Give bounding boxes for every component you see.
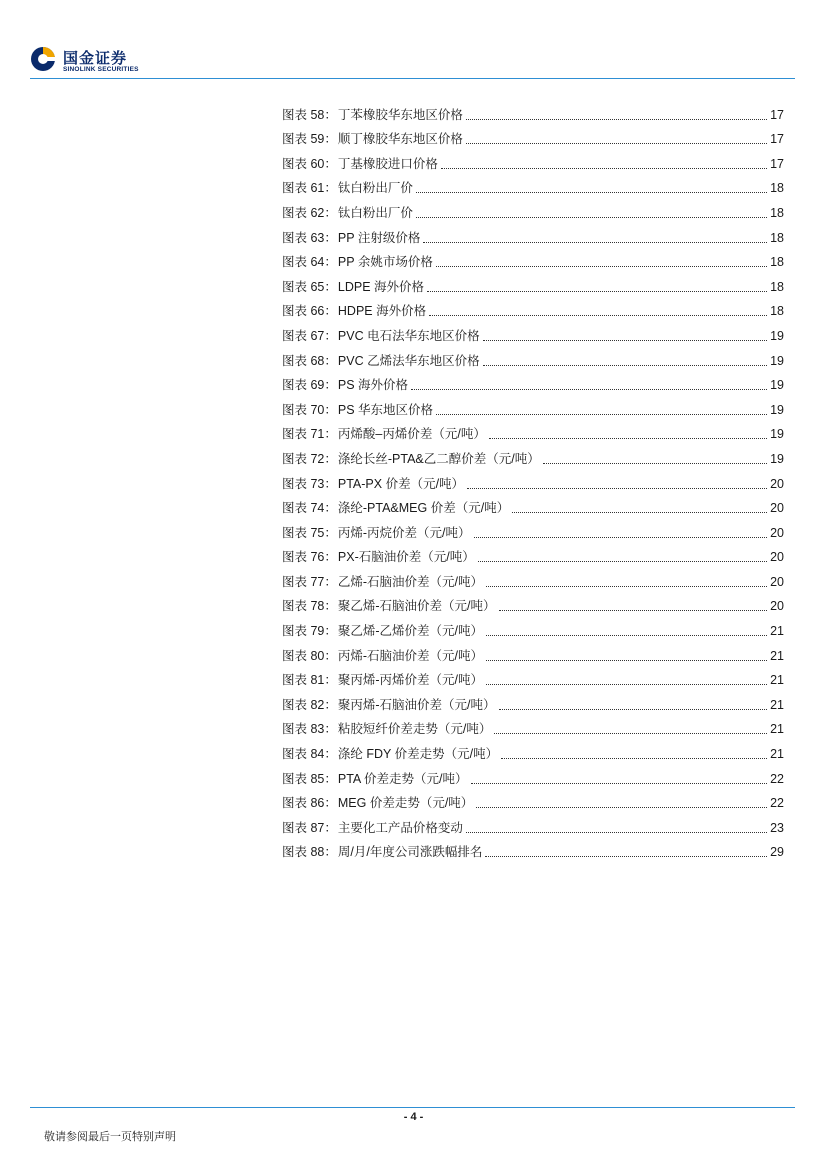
- header-divider: [30, 78, 795, 79]
- toc-entry-text: 丙烯酸–丙烯价差（元/吨）: [337, 427, 486, 442]
- toc-entry-page: 20: [770, 476, 784, 491]
- toc-entry-page: 23: [770, 820, 784, 835]
- toc-entry-label: 图表 66：: [282, 304, 337, 319]
- toc-dot-leader: [436, 266, 767, 267]
- toc-entry[interactable]: [282, 247, 784, 272]
- toc-dot-leader: [427, 291, 767, 292]
- toc-entry-text: 聚乙烯-乙烯价差（元/吨）: [337, 624, 484, 639]
- toc-entry-label: 图表 64：: [282, 255, 337, 270]
- toc-entry-title: [282, 253, 433, 271]
- toc-entry-page: 20: [770, 501, 784, 516]
- toc-entry-text: 钛白粉出厂价: [337, 181, 413, 196]
- toc-entry-page: 21: [770, 624, 784, 639]
- toc-entry-title: [282, 155, 438, 173]
- toc-entry[interactable]: [282, 370, 784, 395]
- toc-entry-label: 图表 73：: [282, 476, 337, 491]
- toc-entry-title: [282, 106, 463, 124]
- toc-entry-page: 29: [770, 845, 784, 860]
- toc-entry-text: PP 余姚市场价格: [337, 255, 433, 270]
- toc-entry-label: 图表 76：: [282, 550, 337, 565]
- toc-entry-page: 21: [770, 697, 784, 712]
- toc-dot-leader: [441, 168, 767, 169]
- toc-entry[interactable]: [282, 124, 784, 149]
- toc-entry-page: 17: [770, 107, 784, 122]
- toc-entry-label: 图表 83：: [282, 722, 337, 737]
- toc-entry-text: 丙烯-石脑油价差（元/吨）: [337, 648, 484, 663]
- toc-entry-page: 18: [770, 205, 784, 220]
- toc-entry-text: PX-石脑油价差（元/吨）: [337, 550, 475, 565]
- toc-entry-page: 19: [770, 353, 784, 368]
- toc-entry-text: PS 海外价格: [337, 378, 409, 393]
- toc-entry-title: [282, 745, 498, 763]
- toc-entry-page: 18: [770, 304, 784, 319]
- toc-dot-leader: [471, 783, 768, 784]
- toc-entry-label: 图表 67：: [282, 328, 337, 343]
- toc-dot-leader: [485, 856, 767, 857]
- toc-entry-page: 19: [770, 402, 784, 417]
- toc-entry-title: [282, 229, 420, 247]
- toc-entry-title: [282, 327, 480, 345]
- toc-entry-label: 图表 68：: [282, 353, 337, 368]
- toc-entry[interactable]: [282, 173, 784, 198]
- toc-entry-text: 乙烯-石脑油价差（元/吨）: [337, 574, 484, 589]
- toc-entry[interactable]: [282, 468, 784, 493]
- toc-entry[interactable]: [282, 566, 784, 591]
- figure-list: [282, 99, 784, 861]
- toc-entry-label: 图表 70：: [282, 402, 337, 417]
- toc-entry-label: 图表 80：: [282, 648, 337, 663]
- toc-entry[interactable]: [282, 296, 784, 321]
- toc-entry-text: 涤纶 FDY 价差走势（元/吨）: [337, 747, 499, 762]
- toc-entry-text: 主要化工产品价格变动: [337, 820, 463, 835]
- toc-entry[interactable]: [282, 320, 784, 345]
- toc-entry-page: 21: [770, 673, 784, 688]
- toc-entry-page: 18: [770, 279, 784, 294]
- toc-dot-leader: [416, 217, 767, 218]
- toc-entry-title: [282, 597, 496, 615]
- toc-entry[interactable]: [282, 271, 784, 296]
- toc-dot-leader: [467, 488, 767, 489]
- toc-entry-text: 聚乙烯-石脑油价差（元/吨）: [337, 599, 496, 614]
- toc-dot-leader: [501, 758, 767, 759]
- toc-dot-leader: [429, 315, 767, 316]
- toc-entry-label: 图表 72：: [282, 451, 337, 466]
- toc-entry-label: 图表 62：: [282, 205, 337, 220]
- toc-entry-title: [282, 352, 480, 370]
- toc-entry[interactable]: [282, 99, 784, 124]
- toc-entry[interactable]: [282, 812, 784, 837]
- toc-entry-text: LDPE 海外价格: [337, 279, 425, 294]
- sinolink-logo-icon: [30, 46, 56, 72]
- toc-dot-leader: [494, 733, 767, 734]
- toc-entry-label: 图表 61：: [282, 181, 337, 196]
- toc-dot-leader: [416, 192, 767, 193]
- toc-entry-page: 20: [770, 550, 784, 565]
- toc-entry-title: [282, 475, 464, 493]
- page-header: [0, 0, 827, 90]
- toc-entry[interactable]: [282, 394, 784, 419]
- toc-dot-leader: [466, 143, 767, 144]
- toc-entry-title: [282, 524, 471, 542]
- toc-entry-text: 钛白粉出厂价: [337, 205, 413, 220]
- toc-entry-label: 图表 65：: [282, 279, 337, 294]
- toc-entry[interactable]: [282, 788, 784, 813]
- toc-entry-label: 图表 74：: [282, 501, 337, 516]
- toc-entry-text: 顺丁橡胶华东地区价格: [337, 132, 463, 147]
- toc-entry[interactable]: [282, 615, 784, 640]
- toc-entry-label: 图表 60：: [282, 156, 337, 171]
- toc-entry[interactable]: [282, 665, 784, 690]
- toc-entry-page: 19: [770, 451, 784, 466]
- toc-entry-page: 21: [770, 747, 784, 762]
- toc-entry-page: 20: [770, 574, 784, 589]
- toc-entry-page: 22: [770, 771, 784, 786]
- toc-dot-leader: [474, 537, 768, 538]
- company-logo: [30, 44, 170, 78]
- toc-entry-title: [282, 179, 413, 197]
- footer-divider: [30, 1107, 795, 1108]
- toc-dot-leader: [512, 512, 767, 513]
- toc-entry-text: 丙烯-丙烷价差（元/吨）: [337, 525, 471, 540]
- toc-entry-title: [282, 647, 483, 665]
- toc-entry-label: 图表 58：: [282, 107, 337, 122]
- toc-entry-title: [282, 425, 486, 443]
- toc-entry-label: 图表 84：: [282, 747, 337, 762]
- toc-entry[interactable]: [282, 419, 784, 444]
- toc-entry-page: 19: [770, 378, 784, 393]
- toc-entry[interactable]: [282, 517, 784, 542]
- toc-entry-title: [282, 204, 413, 222]
- toc-entry-title: [282, 302, 426, 320]
- toc-entry-title: [282, 696, 496, 714]
- toc-entry-page: 18: [770, 230, 784, 245]
- toc-entry[interactable]: [282, 640, 784, 665]
- toc-entry-text: PS 华东地区价格: [337, 402, 434, 417]
- toc-dot-leader: [543, 463, 767, 464]
- toc-dot-leader: [499, 709, 768, 710]
- toc-entry-text: PTA 价差走势（元/吨）: [337, 771, 468, 786]
- toc-entry-label: 图表 81：: [282, 673, 337, 688]
- toc-entry[interactable]: [282, 493, 784, 518]
- toc-entry-text: PP 注射级价格: [337, 230, 421, 245]
- toc-dot-leader: [476, 807, 767, 808]
- toc-entry-page: 17: [770, 132, 784, 147]
- toc-entry-page: 20: [770, 599, 784, 614]
- toc-entry-text: 丁苯橡胶华东地区价格: [337, 107, 463, 122]
- toc-entry-text: MEG 价差走势（元/吨）: [337, 796, 474, 811]
- toc-entry-text: PVC 电石法华东地区价格: [337, 328, 480, 343]
- toc-entry-title: [282, 499, 509, 517]
- toc-entry-title: [282, 548, 475, 566]
- toc-entry-title: [282, 843, 482, 861]
- toc-entry-title: [282, 770, 468, 788]
- toc-entry-label: 图表 88：: [282, 845, 337, 860]
- toc-entry[interactable]: [282, 837, 784, 862]
- toc-dot-leader: [436, 414, 767, 415]
- toc-entry-text: PVC 乙烯法华东地区价格: [337, 353, 480, 368]
- toc-dot-leader: [466, 832, 767, 833]
- toc-entry-page: 19: [770, 328, 784, 343]
- toc-dot-leader: [411, 389, 767, 390]
- toc-entry-label: 图表 82：: [282, 697, 337, 712]
- toc-entry-text: 聚丙烯-丙烯价差（元/吨）: [337, 673, 484, 688]
- toc-dot-leader: [486, 684, 767, 685]
- toc-entry-page: 21: [770, 648, 784, 663]
- toc-entry[interactable]: [282, 689, 784, 714]
- toc-entry-title: [282, 720, 491, 738]
- toc-entry-title: [282, 450, 540, 468]
- toc-entry-label: 图表 63：: [282, 230, 337, 245]
- toc-entry-title: [282, 819, 463, 837]
- toc-entry-text: HDPE 海外价格: [337, 304, 427, 319]
- toc-entry-title: [282, 401, 433, 419]
- toc-entry[interactable]: [282, 197, 784, 222]
- toc-entry-title: [282, 671, 483, 689]
- toc-dot-leader: [486, 660, 767, 661]
- toc-entry-text: 周/月/年度公司涨跌幅排名: [337, 845, 483, 860]
- toc-entry-text: PTA-PX 价差（元/吨）: [337, 476, 465, 491]
- toc-dot-leader: [499, 610, 768, 611]
- toc-dot-leader: [423, 242, 767, 243]
- toc-entry-title: [282, 376, 408, 394]
- toc-dot-leader: [466, 119, 767, 120]
- toc-entry-label: 图表 79：: [282, 624, 337, 639]
- toc-entry-page: 18: [770, 181, 784, 196]
- toc-entry-label: 图表 85：: [282, 771, 337, 786]
- toc-entry-title: [282, 573, 483, 591]
- toc-entry-label: 图表 77：: [282, 574, 337, 589]
- toc-dot-leader: [486, 635, 767, 636]
- footer-disclaimer: 敬请参阅最后一页特别声明: [44, 1130, 176, 1143]
- toc-entry-label: 图表 78：: [282, 599, 337, 614]
- toc-dot-leader: [486, 586, 767, 587]
- toc-entry[interactable]: [282, 443, 784, 468]
- toc-entry[interactable]: [282, 345, 784, 370]
- toc-entry-page: 21: [770, 722, 784, 737]
- toc-entry-label: 图表 87：: [282, 820, 337, 835]
- logo-text-cn: 国金证券: [63, 49, 128, 67]
- toc-dot-leader: [478, 561, 767, 562]
- toc-entry-page: 17: [770, 156, 784, 171]
- toc-entry-page: 18: [770, 255, 784, 270]
- toc-entry-text: 涤纶长丝-PTA&乙二醇价差（元/吨）: [337, 451, 540, 466]
- toc-entry-label: 图表 69：: [282, 378, 337, 393]
- toc-entry-label: 图表 59：: [282, 132, 337, 147]
- toc-entry-title: [282, 622, 483, 640]
- toc-entry-text: 丁基橡胶进口价格: [337, 156, 438, 171]
- toc-entry[interactable]: [282, 738, 784, 763]
- toc-entry-page: 20: [770, 525, 784, 540]
- toc-entry-page: 22: [770, 796, 784, 811]
- toc-entry[interactable]: [282, 714, 784, 739]
- logo-text-en: SINOLINK SECURITIES: [63, 66, 139, 73]
- toc-entry-title: [282, 278, 424, 296]
- page-number: - 4 -: [403, 1111, 424, 1123]
- toc-entry-label: 图表 75：: [282, 525, 337, 540]
- toc-entry[interactable]: [282, 222, 784, 247]
- toc-entry-title: [282, 794, 473, 812]
- toc-entry[interactable]: [282, 763, 784, 788]
- toc-entry-text: 涤纶-PTA&MEG 价差（元/吨）: [337, 501, 510, 516]
- toc-entry[interactable]: [282, 542, 784, 567]
- toc-entry-label: 图表 86：: [282, 796, 337, 811]
- toc-dot-leader: [483, 365, 768, 366]
- toc-entry-title: [282, 130, 463, 148]
- toc-entry[interactable]: [282, 591, 784, 616]
- toc-dot-leader: [483, 340, 768, 341]
- toc-entry-text: 粘胶短纤价差走势（元/吨）: [337, 722, 492, 737]
- toc-entry-text: 聚丙烯-石脑油价差（元/吨）: [337, 697, 496, 712]
- toc-entry[interactable]: [282, 148, 784, 173]
- toc-entry-label: 图表 71：: [282, 427, 337, 442]
- toc-entry-page: 19: [770, 427, 784, 442]
- toc-dot-leader: [489, 438, 767, 439]
